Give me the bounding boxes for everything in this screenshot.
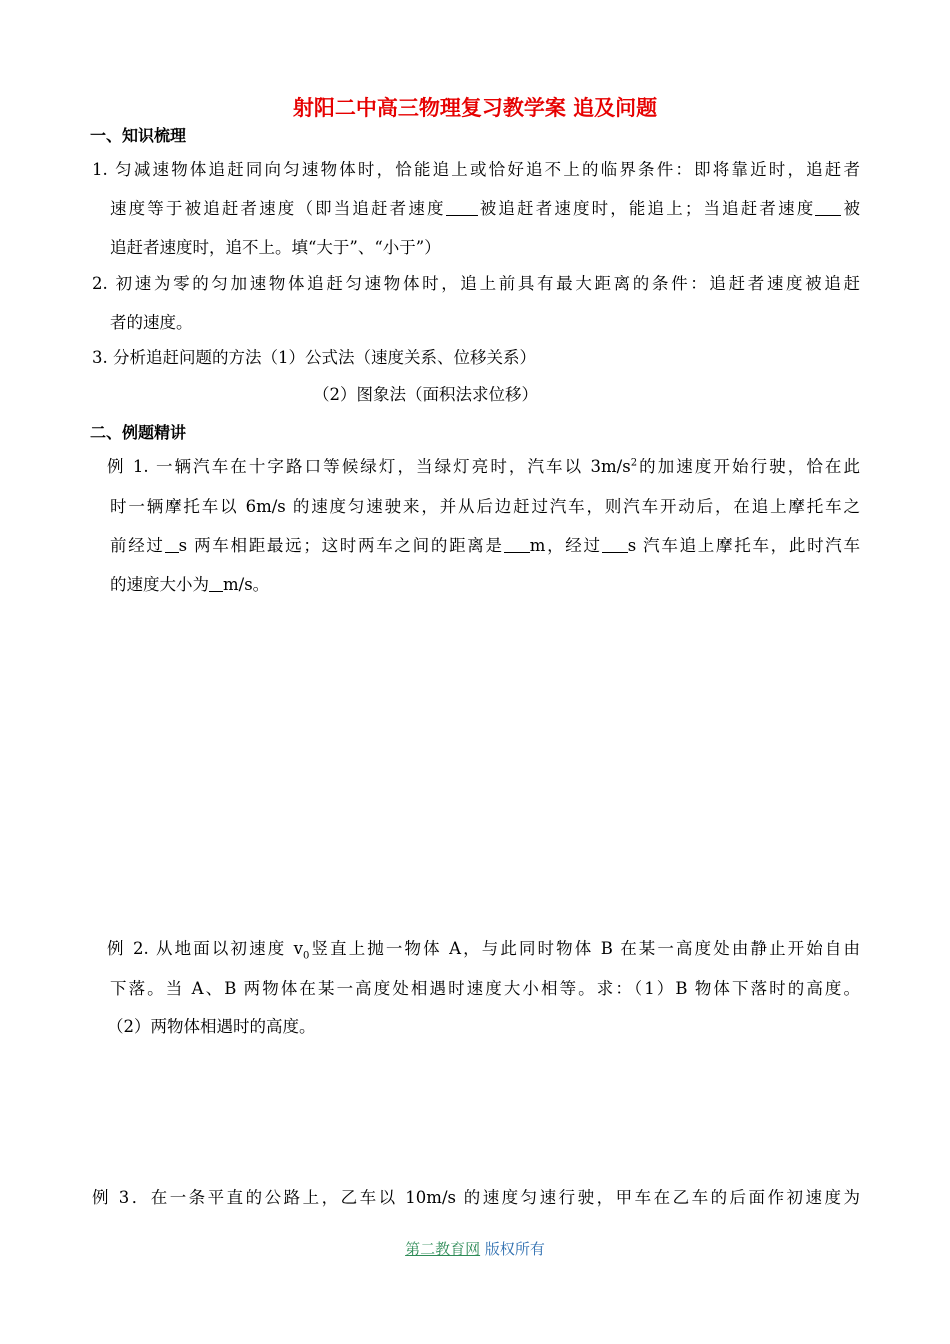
answer-blank[interactable]: [446, 197, 478, 216]
item1-line2: 速度等于被追赶者速度（即当追赶者速度 被追赶者速度时，能追上；当追赶者速度 被: [110, 199, 861, 218]
answer-blank[interactable]: [504, 534, 530, 553]
footer-copyright: 第二教育网 版权所有: [405, 1240, 545, 1258]
answer-blank[interactable]: [815, 197, 841, 216]
footer-link[interactable]: 第二教育网: [405, 1240, 481, 1258]
item3-line2: （2）图象法（面积法求位移）: [313, 385, 538, 404]
example1-line4: 的速度大小为 m/s。: [110, 575, 270, 594]
example1-line3: 前经过 s 两车相距最远；这时两车之间的距离是 m，经过 s 汽车追上摩托车，此时汽车: [110, 536, 861, 555]
item2-line1: 2. 初速为零的匀加速物体追赶匀速物体时，追上前具有最大距离的条件：追赶者速度被追赶: [92, 274, 860, 293]
document-title: 射阳二中高三物理复习教学案 追及问题: [292, 95, 658, 120]
answer-blank[interactable]: [602, 534, 628, 553]
example2-line1: 例 2. 从地面以初速度 $v_0$竖直上抛一物体 A，与此同时物体 B 在某一高度处由静止开始自由: [107, 939, 860, 962]
answer-blank[interactable]: [209, 573, 223, 592]
example2-line3: （2）两物体相遇时的高度。: [107, 1017, 316, 1036]
example2-line2: 下落。当 A、B 两物体在某一高度处相遇时速度大小相等。求：（1）B 物体下落时的高度。: [110, 979, 860, 998]
item3-line1: 3. 分析追赶问题的方法（1）公式法（速度关系、位移关系）: [92, 348, 536, 367]
item2-line2: 者的速度。: [110, 313, 193, 332]
item1-line1: 1. 匀减速物体追赶同向匀速物体时，恰能追上或恰好追不上的临界条件：即将靠近时，追赶者: [92, 160, 860, 179]
section-heading-examples: 二、例题精讲: [90, 423, 187, 442]
example3-line1: 例 3．在一条平直的公路上，乙车以 10m/s 的速度匀速行驶，甲车在乙车的后面作初速度为: [92, 1188, 860, 1207]
example1-line1: 例 1. 一辆汽车在十字路口等候绿灯，当绿灯亮时，汽车以 $3m/s^2$的加速度开始行驶，恰在此: [107, 457, 860, 476]
example1-line2: 时一辆摩托车以 6m/s 的速度匀速驶来，并从后边赶过汽车，则汽车开动后，在追上摩托车之: [110, 497, 860, 516]
answer-blank[interactable]: [165, 534, 179, 553]
item1-line3: 追赶者速度时，追不上。填“大于”、“小于”）: [110, 238, 441, 257]
section-heading-knowledge: 一、知识梳理: [90, 126, 187, 145]
